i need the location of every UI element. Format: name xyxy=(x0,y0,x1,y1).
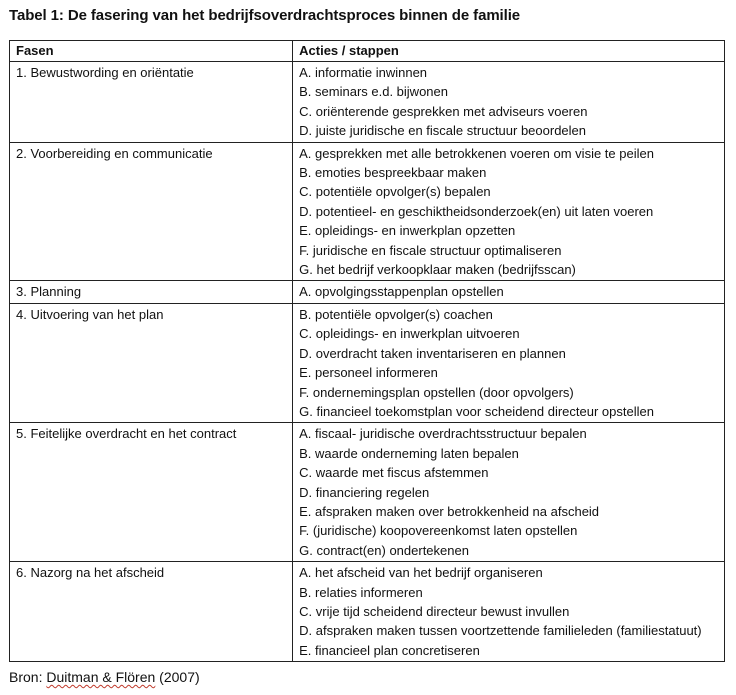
actie-item: G. contract(en) ondertekenen xyxy=(299,542,469,558)
actie-item: C. vrije tijd scheidend directeur bewust invullen xyxy=(299,603,570,619)
table-row xyxy=(10,142,725,281)
acties-cell xyxy=(293,281,725,303)
actie-item: D. overdracht taken inventariseren en plannen xyxy=(299,345,566,361)
acties-cell xyxy=(293,142,725,281)
actie-item: A. fiscaal- juridische overdrachtsstructuur bepalen xyxy=(299,426,587,442)
actie-item: B. seminars e.d. bijwonen xyxy=(299,84,448,100)
actie-item: B. potentiële opvolger(s) coachen xyxy=(299,306,493,322)
actie-item: E. personeel informeren xyxy=(299,365,438,381)
actie-item: C. opleidings- en inwerkplan uitvoeren xyxy=(299,326,520,342)
fase-label: 3. Planning xyxy=(16,284,82,300)
fase-label: 1. Bewustwording en oriëntatie xyxy=(16,65,194,80)
actie-item: F. juridische en fiscale structuur optimaliseren xyxy=(299,242,562,258)
actie-item: D. afspraken maken tussen voortzettende familieleden (familiestatuut) xyxy=(299,623,702,639)
fase-label: 5. Feitelijke overdracht en het contract xyxy=(16,426,237,442)
source-prefix: Bron: xyxy=(9,669,47,685)
acties-cell xyxy=(293,423,725,562)
fase-cell xyxy=(10,423,293,562)
fase-cell xyxy=(10,303,293,422)
phases-table xyxy=(9,40,725,662)
source-citation xyxy=(9,669,200,685)
acties-cell xyxy=(293,562,725,662)
table-row xyxy=(10,562,725,662)
actie-item: G. het bedrijf verkoopklaar maken (bedrijfsscan) xyxy=(299,262,576,278)
actie-item: C. oriënterende gesprekken met adviseurs voeren xyxy=(299,103,588,119)
table-row xyxy=(10,303,725,422)
actie-item: A. opvolgingsstappenplan opstellen xyxy=(299,284,504,300)
actie-item: E. opleidings- en inwerkplan opzetten xyxy=(299,223,516,239)
acties-cell xyxy=(293,303,725,422)
actie-item: B. relaties informeren xyxy=(299,584,423,600)
fase-cell xyxy=(10,62,293,143)
fase-cell xyxy=(10,562,293,662)
table-row xyxy=(10,281,725,303)
table-row xyxy=(10,62,725,143)
header-fasen: Fasen xyxy=(10,41,293,62)
table-row xyxy=(10,423,725,562)
actie-item: F. ondernemingsplan opstellen (door opvolgers) xyxy=(299,384,574,400)
table-header-row xyxy=(10,41,725,62)
table-caption: Tabel 1: De fasering van het bedrijfsoverdrachtsproces binnen de familie xyxy=(9,7,521,24)
actie-item: A. gesprekken met alle betrokkenen voeren om visie te peilen xyxy=(299,145,654,161)
fase-label: 4. Uitvoering van het plan xyxy=(16,306,164,322)
actie-item: C. potentiële opvolger(s) bepalen xyxy=(299,184,491,200)
actie-item: D. juiste juridische en fiscale structuur beoordelen xyxy=(299,123,587,139)
actie-item: E. financieel plan concretiseren xyxy=(299,642,480,658)
source-authors: Duitman & Flören xyxy=(46,669,156,685)
actie-item: C. waarde met fiscus afstemmen xyxy=(299,465,489,481)
header-acties: Acties / stappen xyxy=(293,41,725,62)
actie-item: G. financieel toekomstplan voor scheidend directeur opstellen xyxy=(299,403,654,419)
fase-cell xyxy=(10,142,293,281)
actie-item: A. het afscheid van het bedrijf organiseren xyxy=(299,565,543,581)
actie-item: D. potentieel- en geschiktheidsonderzoek(en) uit laten voeren xyxy=(299,203,654,219)
source-year: (2007) xyxy=(155,669,200,685)
actie-item: F. (juridische) koopovereenkomst laten opstellen xyxy=(299,523,578,539)
fase-label: 6. Nazorg na het afscheid xyxy=(16,565,165,581)
acties-cell xyxy=(293,62,725,143)
actie-item: B. emoties bespreekbaar maken xyxy=(299,165,487,181)
fase-cell xyxy=(10,281,293,303)
fase-label: 2. Voorbereiding en communicatie xyxy=(16,145,213,161)
actie-item: D. financiering regelen xyxy=(299,484,430,500)
actie-item: E. afspraken maken over betrokkenheid na afscheid xyxy=(299,503,600,519)
actie-item: B. waarde onderneming laten bepalen xyxy=(299,445,519,461)
actie-item: A. informatie inwinnen xyxy=(299,65,428,80)
